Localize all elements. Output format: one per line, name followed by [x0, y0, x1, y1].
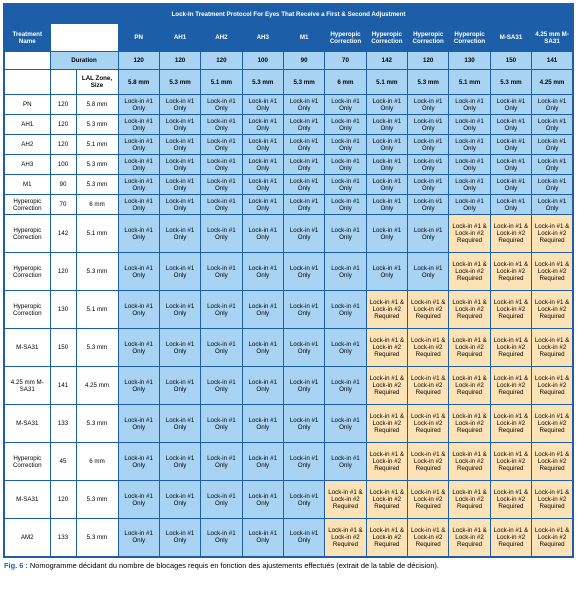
protocol-figure [3, 3, 574, 570]
row-zone-size: 5.8 mm [76, 95, 118, 115]
caption-text: Nomogramme décidant du nombre de blocages requis en fonction des ajustements effectués (extrait de la table de décision). [29, 560, 439, 570]
cell-lock-in-1-and-2-required: Lock-in #1 & Lock-in #2 Required [325, 481, 366, 519]
cell-lock-in-1-only: Lock-in #1 Only [532, 155, 573, 175]
cell-lock-in-1-only: Lock-in #1 Only [366, 155, 407, 175]
column-header-name: M-SA31 [490, 24, 531, 52]
table-row [4, 329, 573, 367]
cell-lock-in-1-only: Lock-in #1 Only [201, 367, 242, 405]
row-treatment-name: AH1 [4, 115, 50, 135]
cell-lock-in-1-only: Lock-in #1 Only [325, 443, 366, 481]
cell-lock-in-1-only: Lock-in #1 Only [118, 481, 159, 519]
cell-lock-in-1-and-2-required: Lock-in #1 & Lock-in #2 Required [449, 443, 490, 481]
cell-lock-in-1-only: Lock-in #1 Only [118, 155, 159, 175]
cell-lock-in-1-and-2-required: Lock-in #1 & Lock-in #2 Required [490, 291, 531, 329]
cell-lock-in-1-only: Lock-in #1 Only [490, 95, 531, 115]
cell-lock-in-1-only: Lock-in #1 Only [201, 443, 242, 481]
cell-lock-in-1-and-2-required: Lock-in #1 & Lock-in #2 Required [366, 405, 407, 443]
cell-lock-in-1-only: Lock-in #1 Only [159, 443, 200, 481]
cell-lock-in-1-only: Lock-in #1 Only [283, 329, 324, 367]
row-duration: 45 [50, 443, 76, 481]
cell-lock-in-1-only: Lock-in #1 Only [159, 329, 200, 367]
column-header-duration: 150 [490, 52, 531, 70]
row-zone-size: 5.3 mm [76, 405, 118, 443]
row-zone-size: 5.1 mm [76, 291, 118, 329]
cell-lock-in-1-only: Lock-in #1 Only [118, 175, 159, 195]
row-duration: 141 [50, 367, 76, 405]
cell-lock-in-1-and-2-required: Lock-in #1 & Lock-in #2 Required [490, 443, 531, 481]
cell-lock-in-1-and-2-required: Lock-in #1 & Lock-in #2 Required [366, 367, 407, 405]
cell-lock-in-1-only: Lock-in #1 Only [159, 215, 200, 253]
cell-lock-in-1-only: Lock-in #1 Only [283, 253, 324, 291]
cell-lock-in-1-only: Lock-in #1 Only [325, 195, 366, 215]
row-zone-size: 5.3 mm [76, 481, 118, 519]
cell-lock-in-1-only: Lock-in #1 Only [283, 291, 324, 329]
cell-lock-in-1-and-2-required: Lock-in #1 & Lock-in #2 Required [408, 329, 449, 367]
table-row [4, 481, 573, 519]
column-header-name: Hyperopic Correction [366, 24, 407, 52]
cell-lock-in-1-only: Lock-in #1 Only [283, 519, 324, 557]
row-duration: 120 [50, 115, 76, 135]
cell-lock-in-1-only: Lock-in #1 Only [490, 115, 531, 135]
cell-lock-in-1-only: Lock-in #1 Only [201, 481, 242, 519]
row-treatment-name: AH2 [4, 135, 50, 155]
column-header-zone: 5.3 mm [408, 70, 449, 95]
cell-lock-in-1-only: Lock-in #1 Only [242, 195, 283, 215]
cell-lock-in-1-and-2-required: Lock-in #1 & Lock-in #2 Required [366, 519, 407, 557]
column-header-duration: 120 [201, 52, 242, 70]
column-header-duration: 142 [366, 52, 407, 70]
duration-header: Duration [50, 52, 118, 70]
row-duration: 90 [50, 175, 76, 195]
cell-lock-in-1-only: Lock-in #1 Only [159, 367, 200, 405]
header-spacer [4, 52, 50, 70]
zone-header: LAL Zone, Size [76, 70, 118, 95]
cell-lock-in-1-and-2-required: Lock-in #1 & Lock-in #2 Required [490, 519, 531, 557]
row-duration: 142 [50, 215, 76, 253]
cell-lock-in-1-only: Lock-in #1 Only [325, 253, 366, 291]
cell-lock-in-1-only: Lock-in #1 Only [242, 405, 283, 443]
cell-lock-in-1-only: Lock-in #1 Only [201, 329, 242, 367]
cell-lock-in-1-only: Lock-in #1 Only [118, 135, 159, 155]
cell-lock-in-1-only: Lock-in #1 Only [366, 115, 407, 135]
cell-lock-in-1-only: Lock-in #1 Only [325, 329, 366, 367]
cell-lock-in-1-only: Lock-in #1 Only [242, 215, 283, 253]
cell-lock-in-1-only: Lock-in #1 Only [118, 367, 159, 405]
cell-lock-in-1-only: Lock-in #1 Only [532, 195, 573, 215]
row-duration: 133 [50, 519, 76, 557]
cell-lock-in-1-only: Lock-in #1 Only [118, 253, 159, 291]
cell-lock-in-1-only: Lock-in #1 Only [159, 175, 200, 195]
column-header-name: PN [118, 24, 159, 52]
row-zone-size: 5.3 mm [76, 115, 118, 135]
column-header-name: AH2 [201, 24, 242, 52]
cell-lock-in-1-only: Lock-in #1 Only [201, 115, 242, 135]
cell-lock-in-1-only: Lock-in #1 Only [366, 95, 407, 115]
row-treatment-name: AM2 [4, 519, 50, 557]
cell-lock-in-1-only: Lock-in #1 Only [283, 155, 324, 175]
column-header-name: Hyperopic Correction [408, 24, 449, 52]
column-header-name: Hyperopic Correction [325, 24, 366, 52]
cell-lock-in-1-only: Lock-in #1 Only [283, 405, 324, 443]
cell-lock-in-1-only: Lock-in #1 Only [532, 115, 573, 135]
row-treatment-name: M1 [4, 175, 50, 195]
cell-lock-in-1-only: Lock-in #1 Only [118, 215, 159, 253]
cell-lock-in-1-only: Lock-in #1 Only [159, 519, 200, 557]
cell-lock-in-1-only: Lock-in #1 Only [366, 215, 407, 253]
cell-lock-in-1-only: Lock-in #1 Only [283, 215, 324, 253]
table-row [4, 405, 573, 443]
row-duration: 130 [50, 291, 76, 329]
column-header-zone: 5.3 mm [159, 70, 200, 95]
cell-lock-in-1-only: Lock-in #1 Only [408, 155, 449, 175]
cell-lock-in-1-only: Lock-in #1 Only [408, 135, 449, 155]
cell-lock-in-1-only: Lock-in #1 Only [449, 95, 490, 115]
cell-lock-in-1-only: Lock-in #1 Only [159, 291, 200, 329]
table-row [4, 115, 573, 135]
cell-lock-in-1-only: Lock-in #1 Only [283, 443, 324, 481]
cell-lock-in-1-only: Lock-in #1 Only [325, 115, 366, 135]
row-zone-size: 5.1 mm [76, 215, 118, 253]
table-row [4, 367, 573, 405]
header-spacer [4, 70, 50, 95]
cell-lock-in-1-only: Lock-in #1 Only [325, 135, 366, 155]
cell-lock-in-1-and-2-required: Lock-in #1 & Lock-in #2 Required [490, 367, 531, 405]
cell-lock-in-1-and-2-required: Lock-in #1 & Lock-in #2 Required [325, 519, 366, 557]
cell-lock-in-1-and-2-required: Lock-in #1 & Lock-in #2 Required [408, 291, 449, 329]
cell-lock-in-1-only: Lock-in #1 Only [201, 195, 242, 215]
cell-lock-in-1-only: Lock-in #1 Only [325, 215, 366, 253]
cell-lock-in-1-only: Lock-in #1 Only [325, 95, 366, 115]
cell-lock-in-1-only: Lock-in #1 Only [408, 175, 449, 195]
cell-lock-in-1-only: Lock-in #1 Only [118, 95, 159, 115]
cell-lock-in-1-and-2-required: Lock-in #1 & Lock-in #2 Required [490, 215, 531, 253]
cell-lock-in-1-only: Lock-in #1 Only [283, 175, 324, 195]
cell-lock-in-1-and-2-required: Lock-in #1 & Lock-in #2 Required [532, 367, 573, 405]
cell-lock-in-1-only: Lock-in #1 Only [159, 195, 200, 215]
column-header-duration: 70 [325, 52, 366, 70]
cell-lock-in-1-only: Lock-in #1 Only [532, 175, 573, 195]
cell-lock-in-1-only: Lock-in #1 Only [159, 115, 200, 135]
cell-lock-in-1-and-2-required: Lock-in #1 & Lock-in #2 Required [532, 443, 573, 481]
row-treatment-name: Hyperopic Correction [4, 291, 50, 329]
lock-in-protocol-table [3, 3, 574, 558]
cell-lock-in-1-only: Lock-in #1 Only [325, 175, 366, 195]
cell-lock-in-1-only: Lock-in #1 Only [242, 115, 283, 135]
cell-lock-in-1-only: Lock-in #1 Only [118, 115, 159, 135]
cell-lock-in-1-only: Lock-in #1 Only [366, 195, 407, 215]
cell-lock-in-1-only: Lock-in #1 Only [242, 367, 283, 405]
cell-lock-in-1-only: Lock-in #1 Only [366, 175, 407, 195]
row-zone-size: 5.3 mm [76, 155, 118, 175]
cell-lock-in-1-only: Lock-in #1 Only [242, 329, 283, 367]
row-zone-size: 5.3 mm [76, 519, 118, 557]
cell-lock-in-1-only: Lock-in #1 Only [283, 481, 324, 519]
table-title: Lock-In Treatment Protocol For Eyes That Receive a First & Second Adjustment [4, 4, 573, 24]
header-spacer [50, 70, 76, 95]
cell-lock-in-1-only: Lock-in #1 Only [118, 519, 159, 557]
row-duration: 70 [50, 195, 76, 215]
cell-lock-in-1-only: Lock-in #1 Only [408, 253, 449, 291]
cell-lock-in-1-only: Lock-in #1 Only [325, 405, 366, 443]
cell-lock-in-1-only: Lock-in #1 Only [325, 155, 366, 175]
cell-lock-in-1-only: Lock-in #1 Only [159, 405, 200, 443]
cell-lock-in-1-only: Lock-in #1 Only [201, 519, 242, 557]
cell-lock-in-1-and-2-required: Lock-in #1 & Lock-in #2 Required [449, 367, 490, 405]
cell-lock-in-1-only: Lock-in #1 Only [408, 195, 449, 215]
cell-lock-in-1-and-2-required: Lock-in #1 & Lock-in #2 Required [449, 329, 490, 367]
row-treatment-name: M-SA31 [4, 405, 50, 443]
row-zone-size: 6 mm [76, 443, 118, 481]
column-header-zone: 5.1 mm [201, 70, 242, 95]
column-header-zone: 6 mm [325, 70, 366, 95]
row-duration: 100 [50, 155, 76, 175]
table-row [4, 195, 573, 215]
cell-lock-in-1-only: Lock-in #1 Only [201, 253, 242, 291]
cell-lock-in-1-only: Lock-in #1 Only [242, 481, 283, 519]
cell-lock-in-1-and-2-required: Lock-in #1 & Lock-in #2 Required [490, 329, 531, 367]
row-treatment-name: AH3 [4, 155, 50, 175]
cell-lock-in-1-only: Lock-in #1 Only [449, 115, 490, 135]
row-duration: 120 [50, 95, 76, 115]
cell-lock-in-1-and-2-required: Lock-in #1 & Lock-in #2 Required [449, 405, 490, 443]
column-header-name: 4.25 mm M-SA31 [532, 24, 573, 52]
row-zone-size: 5.1 mm [76, 135, 118, 155]
cell-lock-in-1-only: Lock-in #1 Only [490, 195, 531, 215]
column-header-duration: 120 [159, 52, 200, 70]
cell-lock-in-1-only: Lock-in #1 Only [490, 175, 531, 195]
cell-lock-in-1-only: Lock-in #1 Only [242, 95, 283, 115]
row-treatment-name: PN [4, 95, 50, 115]
cell-lock-in-1-only: Lock-in #1 Only [283, 195, 324, 215]
cell-lock-in-1-and-2-required: Lock-in #1 & Lock-in #2 Required [449, 291, 490, 329]
row-treatment-name: M-SA31 [4, 481, 50, 519]
cell-lock-in-1-only: Lock-in #1 Only [532, 95, 573, 115]
row-zone-size: 4.25 mm [76, 367, 118, 405]
cell-lock-in-1-only: Lock-in #1 Only [449, 135, 490, 155]
cell-lock-in-1-only: Lock-in #1 Only [159, 95, 200, 115]
cell-lock-in-1-only: Lock-in #1 Only [242, 135, 283, 155]
cell-lock-in-1-only: Lock-in #1 Only [408, 95, 449, 115]
row-treatment-name: Hyperopic Correction [4, 195, 50, 215]
cell-lock-in-1-and-2-required: Lock-in #1 & Lock-in #2 Required [490, 405, 531, 443]
cell-lock-in-1-and-2-required: Lock-in #1 & Lock-in #2 Required [449, 481, 490, 519]
column-header-zone: 5.3 mm [490, 70, 531, 95]
cell-lock-in-1-only: Lock-in #1 Only [283, 135, 324, 155]
cell-lock-in-1-only: Lock-in #1 Only [159, 481, 200, 519]
table-row [4, 175, 573, 195]
cell-lock-in-1-only: Lock-in #1 Only [532, 135, 573, 155]
cell-lock-in-1-only: Lock-in #1 Only [118, 405, 159, 443]
header-spacer [50, 24, 118, 52]
row-treatment-name: M-SA31 [4, 329, 50, 367]
row-zone-size: 5.3 mm [76, 329, 118, 367]
cell-lock-in-1-only: Lock-in #1 Only [242, 253, 283, 291]
row-zone-size: 5.3 mm [76, 175, 118, 195]
row-duration: 120 [50, 481, 76, 519]
cell-lock-in-1-only: Lock-in #1 Only [242, 175, 283, 195]
cell-lock-in-1-and-2-required: Lock-in #1 & Lock-in #2 Required [532, 253, 573, 291]
cell-lock-in-1-only: Lock-in #1 Only [201, 215, 242, 253]
column-header-zone: 5.3 mm [242, 70, 283, 95]
cell-lock-in-1-only: Lock-in #1 Only [408, 215, 449, 253]
cell-lock-in-1-only: Lock-in #1 Only [242, 519, 283, 557]
cell-lock-in-1-only: Lock-in #1 Only [201, 135, 242, 155]
row-zone-size: 5.3 mm [76, 253, 118, 291]
table-row [4, 291, 573, 329]
row-duration: 133 [50, 405, 76, 443]
column-header-zone: 5.3 mm [283, 70, 324, 95]
column-header-duration: 120 [118, 52, 159, 70]
cell-lock-in-1-and-2-required: Lock-in #1 & Lock-in #2 Required [532, 329, 573, 367]
row-duration: 150 [50, 329, 76, 367]
cell-lock-in-1-only: Lock-in #1 Only [242, 443, 283, 481]
cell-lock-in-1-and-2-required: Lock-in #1 & Lock-in #2 Required [408, 519, 449, 557]
cell-lock-in-1-and-2-required: Lock-in #1 & Lock-in #2 Required [408, 367, 449, 405]
cell-lock-in-1-only: Lock-in #1 Only [242, 291, 283, 329]
cell-lock-in-1-and-2-required: Lock-in #1 & Lock-in #2 Required [490, 253, 531, 291]
column-header-name: AH1 [159, 24, 200, 52]
cell-lock-in-1-and-2-required: Lock-in #1 & Lock-in #2 Required [408, 405, 449, 443]
row-treatment-name: 4.25 mm M-SA31 [4, 367, 50, 405]
cell-lock-in-1-and-2-required: Lock-in #1 & Lock-in #2 Required [366, 481, 407, 519]
column-header-zone: 5.1 mm [449, 70, 490, 95]
cell-lock-in-1-only: Lock-in #1 Only [159, 135, 200, 155]
cell-lock-in-1-only: Lock-in #1 Only [201, 95, 242, 115]
cell-lock-in-1-only: Lock-in #1 Only [201, 175, 242, 195]
cell-lock-in-1-only: Lock-in #1 Only [408, 115, 449, 135]
cell-lock-in-1-only: Lock-in #1 Only [325, 367, 366, 405]
cell-lock-in-1-and-2-required: Lock-in #1 & Lock-in #2 Required [532, 519, 573, 557]
row-duration: 120 [50, 135, 76, 155]
row-treatment-name: Hyperopic Correction [4, 253, 50, 291]
cell-lock-in-1-and-2-required: Lock-in #1 & Lock-in #2 Required [532, 481, 573, 519]
cell-lock-in-1-only: Lock-in #1 Only [201, 405, 242, 443]
column-header-name: AH3 [242, 24, 283, 52]
cell-lock-in-1-only: Lock-in #1 Only [118, 329, 159, 367]
cell-lock-in-1-and-2-required: Lock-in #1 & Lock-in #2 Required [408, 481, 449, 519]
column-header-duration: 141 [532, 52, 573, 70]
table-row [4, 135, 573, 155]
row-duration: 120 [50, 253, 76, 291]
cell-lock-in-1-and-2-required: Lock-in #1 & Lock-in #2 Required [408, 443, 449, 481]
column-header-name: Hyperopic Correction [449, 24, 490, 52]
table-row [4, 95, 573, 115]
table-body [4, 95, 573, 557]
cell-lock-in-1-only: Lock-in #1 Only [449, 195, 490, 215]
cell-lock-in-1-only: Lock-in #1 Only [242, 155, 283, 175]
table-row [4, 443, 573, 481]
cell-lock-in-1-and-2-required: Lock-in #1 & Lock-in #2 Required [532, 405, 573, 443]
cell-lock-in-1-and-2-required: Lock-in #1 & Lock-in #2 Required [490, 481, 531, 519]
cell-lock-in-1-only: Lock-in #1 Only [490, 135, 531, 155]
cell-lock-in-1-only: Lock-in #1 Only [325, 291, 366, 329]
cell-lock-in-1-and-2-required: Lock-in #1 & Lock-in #2 Required [366, 443, 407, 481]
cell-lock-in-1-only: Lock-in #1 Only [118, 443, 159, 481]
caption-label: Fig. 6 : [4, 560, 28, 570]
row-zone-size: 6 mm [76, 195, 118, 215]
cell-lock-in-1-only: Lock-in #1 Only [449, 155, 490, 175]
column-header-name: M1 [283, 24, 324, 52]
cell-lock-in-1-only: Lock-in #1 Only [449, 175, 490, 195]
cell-lock-in-1-only: Lock-in #1 Only [201, 155, 242, 175]
column-header-duration: 90 [283, 52, 324, 70]
cell-lock-in-1-and-2-required: Lock-in #1 & Lock-in #2 Required [532, 291, 573, 329]
column-header-zone: 5.8 mm [118, 70, 159, 95]
column-header-zone: 5.1 mm [366, 70, 407, 95]
cell-lock-in-1-only: Lock-in #1 Only [283, 367, 324, 405]
cell-lock-in-1-only: Lock-in #1 Only [490, 155, 531, 175]
cell-lock-in-1-only: Lock-in #1 Only [118, 291, 159, 329]
row-treatment-name: Hyperopic Correction [4, 443, 50, 481]
cell-lock-in-1-only: Lock-in #1 Only [283, 115, 324, 135]
cell-lock-in-1-only: Lock-in #1 Only [366, 253, 407, 291]
column-header-duration: 100 [242, 52, 283, 70]
treatment-name-header: Treatment Name [4, 24, 50, 52]
cell-lock-in-1-only: Lock-in #1 Only [283, 95, 324, 115]
cell-lock-in-1-only: Lock-in #1 Only [366, 135, 407, 155]
cell-lock-in-1-only: Lock-in #1 Only [118, 195, 159, 215]
table-row [4, 253, 573, 291]
cell-lock-in-1-and-2-required: Lock-in #1 & Lock-in #2 Required [449, 253, 490, 291]
cell-lock-in-1-and-2-required: Lock-in #1 & Lock-in #2 Required [366, 291, 407, 329]
column-header-duration: 120 [408, 52, 449, 70]
cell-lock-in-1-only: Lock-in #1 Only [201, 291, 242, 329]
column-header-zone: 4.25 mm [532, 70, 573, 95]
figure-caption [3, 561, 574, 570]
cell-lock-in-1-and-2-required: Lock-in #1 & Lock-in #2 Required [532, 215, 573, 253]
table-row [4, 155, 573, 175]
cell-lock-in-1-and-2-required: Lock-in #1 & Lock-in #2 Required [366, 329, 407, 367]
column-header-duration: 130 [449, 52, 490, 70]
table-row [4, 519, 573, 557]
cell-lock-in-1-and-2-required: Lock-in #1 & Lock-in #2 Required [449, 215, 490, 253]
row-treatment-name: Hyperopic Correction [4, 215, 50, 253]
cell-lock-in-1-and-2-required: Lock-in #1 & Lock-in #2 Required [449, 519, 490, 557]
cell-lock-in-1-only: Lock-in #1 Only [159, 155, 200, 175]
cell-lock-in-1-only: Lock-in #1 Only [159, 253, 200, 291]
table-row [4, 215, 573, 253]
